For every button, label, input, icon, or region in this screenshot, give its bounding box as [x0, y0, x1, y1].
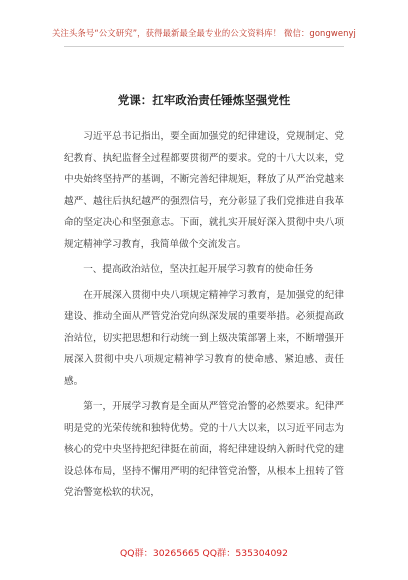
- section-heading-1: 一、提高政治站位，坚决扛起开展学习教育的使命任务: [83, 264, 314, 275]
- document-body: [64, 126, 344, 504]
- header-promo-note: 关注头条号“公文研究”，获得最新最全最专业的公文资料库！ 微信：gongwenyj: [52, 28, 356, 38]
- paragraph-section-1: 在开展深入贯彻中央八项规定精神学习教育，是加强党的纪律建设、推动全面从严管党治党向纵深发展的重要举措。必须提高政治站位，切实把思想和行动统一到上级决策部署上来，不断增强开展深入贯彻中央八项规定精神学习教育的使命感、紧迫感、责任感。: [64, 289, 344, 387]
- paragraph-point-1: 第一，开展学习教育是全面从严管党治警的必然要求。纪律严明是党的光荣传统和独特优势。党的十八大以来，以习近平同志为核心的党中央坚持把纪律挺在前面，将纪律建设纳入新时代党的建设总体布局，坚持不懈用严明的纪律管党治警，从根本上扭转了管党治警宽松软的状况，: [64, 401, 344, 498]
- footer-qq-groups: QQ群：30265665 QQ群：535304092: [120, 548, 288, 559]
- header-divider: [64, 46, 344, 47]
- paragraph-intro: 习近平总书记指出，要全面加强党的纪律建设，党规制定、党纪教育、执纪监督全过程都要贯彻严的要求。党的十八大以来，党中央始终坚持严的基调，不断完善纪律规矩，释放了从严治党越来越严、越往后执纪越严的强烈信号，充分彰显了我们党推进自我革命的坚定决心和坚强意志。下面，就扎实开展好深入贯彻中央八项规定精神学习教育，我简单做个交流发言。: [64, 131, 344, 250]
- document-title: 党课：扛牢政治责任锤炼坚强党性: [117, 93, 291, 107]
